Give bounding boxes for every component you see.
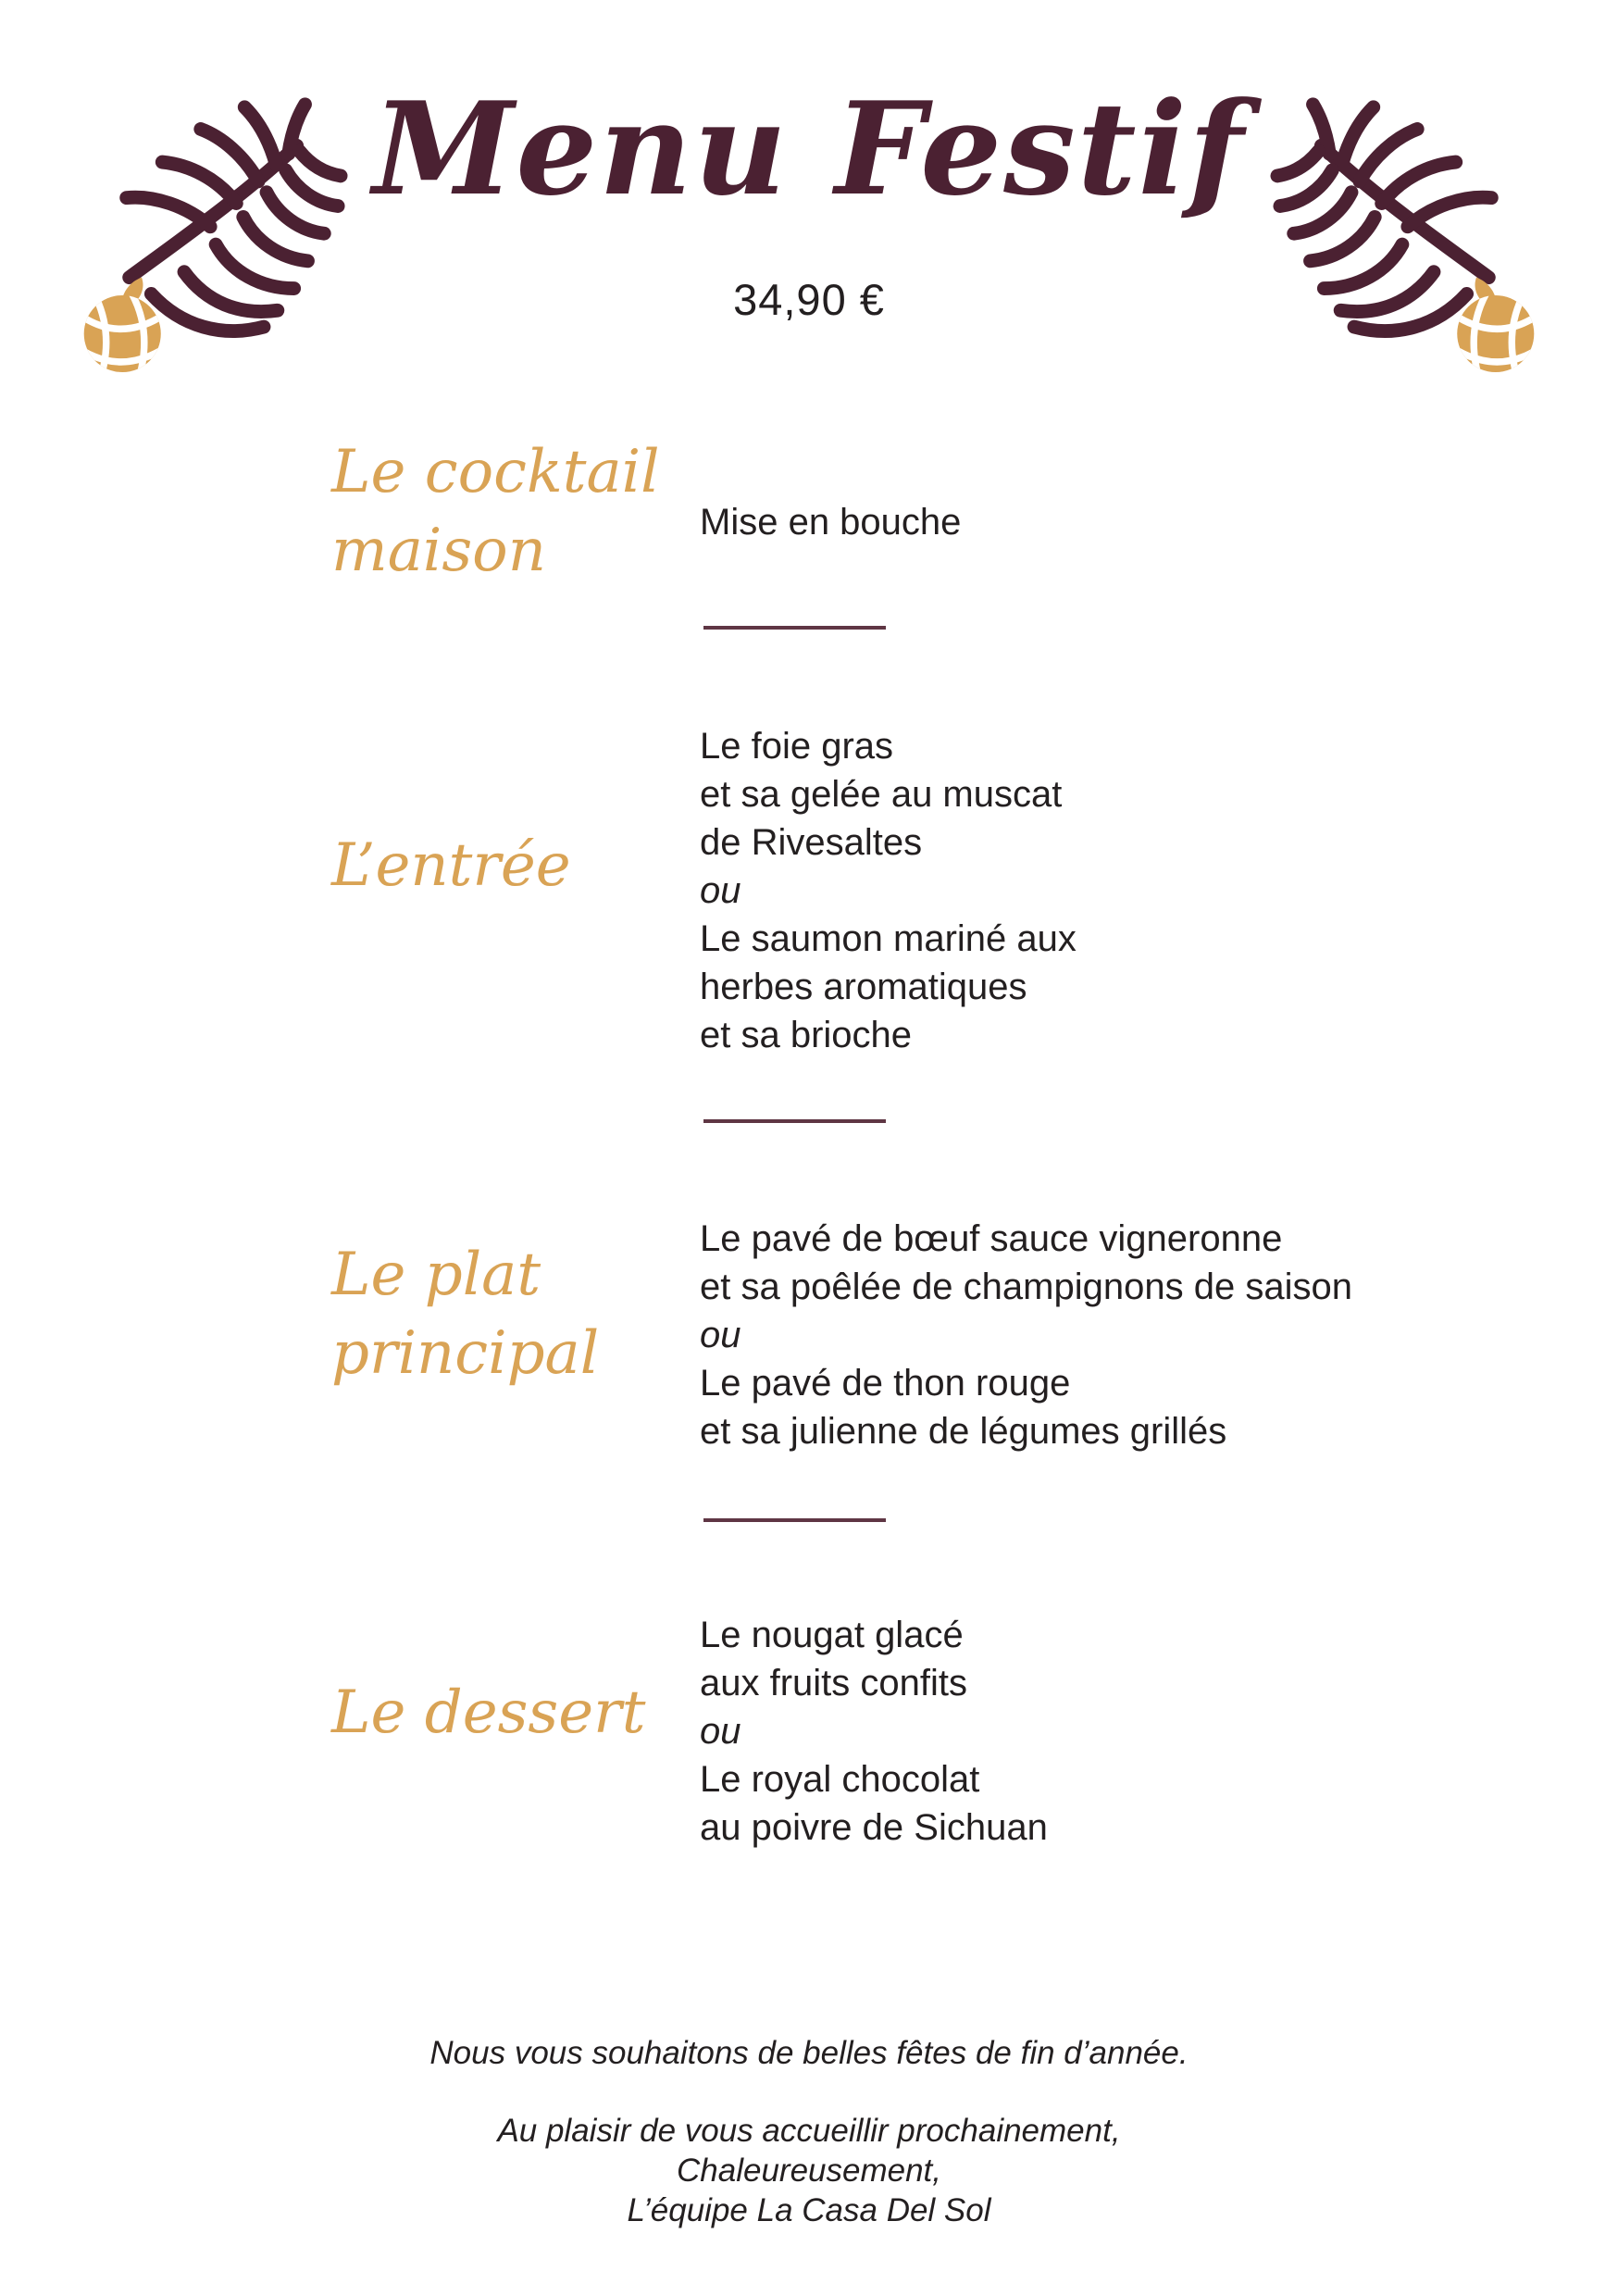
section-label-line: principal	[331, 1319, 600, 1388]
section-items-cocktail	[700, 498, 1496, 546]
or-separator: ou	[700, 870, 741, 911]
footer-closing-line: L’équipe La Casa Del Sol	[627, 2192, 991, 2228]
dish-line: et sa gelée au muscat	[700, 774, 1063, 815]
dish-line: et sa poêlée de champignons de saison	[700, 1267, 1352, 1307]
section-label-line: Le cocktail	[331, 438, 660, 506]
dish-line: Le pavé de bœuf sauce vigneronne	[700, 1218, 1283, 1259]
section-items-entree	[700, 722, 1496, 1059]
footer-closing	[0, 2111, 1618, 2230]
or-separator: ou	[700, 1315, 741, 1355]
section-label-cocktail	[331, 433, 665, 591]
dish-line: aux fruits confits	[700, 1663, 968, 1703]
page-title: Menu Festif	[372, 73, 1246, 224]
section-label-line: maison	[331, 517, 546, 585]
or-separator: ou	[700, 1711, 741, 1752]
section-divider	[703, 1119, 886, 1123]
dish-line: et sa brioche	[700, 1015, 913, 1055]
dish-line: de Rivesaltes	[700, 822, 923, 863]
dish-line: Mise en bouche	[700, 502, 962, 543]
section-items-plat	[700, 1215, 1496, 1455]
dish-line: Le saumon mariné aux	[700, 918, 1077, 959]
section-label-line: L’entrée	[331, 831, 571, 900]
section-label-line: Le plat	[331, 1241, 541, 1309]
footer-closing-line: Au plaisir de vous accueillir prochainement,	[497, 2113, 1121, 2149]
dish-line: Le foie gras	[700, 726, 894, 767]
footer-closing-line: Chaleureusement,	[677, 2152, 941, 2189]
footer-wish: Nous vous souhaitons de belles fêtes de fin d’année.	[429, 2035, 1189, 2071]
dish-line: herbes aromatiques	[700, 967, 1027, 1007]
section-label-plat	[331, 1236, 665, 1393]
section-label-dessert	[331, 1674, 665, 1753]
section-label-line: Le dessert	[331, 1678, 646, 1747]
section-divider	[703, 626, 886, 630]
dish-line: Le royal chocolat	[700, 1759, 980, 1800]
dish-line: au poivre de Sichuan	[700, 1807, 1048, 1848]
dish-line: Le pavé de thon rouge	[700, 1363, 1071, 1404]
section-items-dessert	[700, 1611, 1496, 1852]
dish-line: et sa julienne de légumes grillés	[700, 1411, 1227, 1452]
menu-price: 34,90 €	[733, 275, 885, 324]
section-label-entree	[331, 827, 665, 905]
dish-line: Le nougat glacé	[700, 1615, 964, 1655]
section-divider	[703, 1518, 886, 1522]
